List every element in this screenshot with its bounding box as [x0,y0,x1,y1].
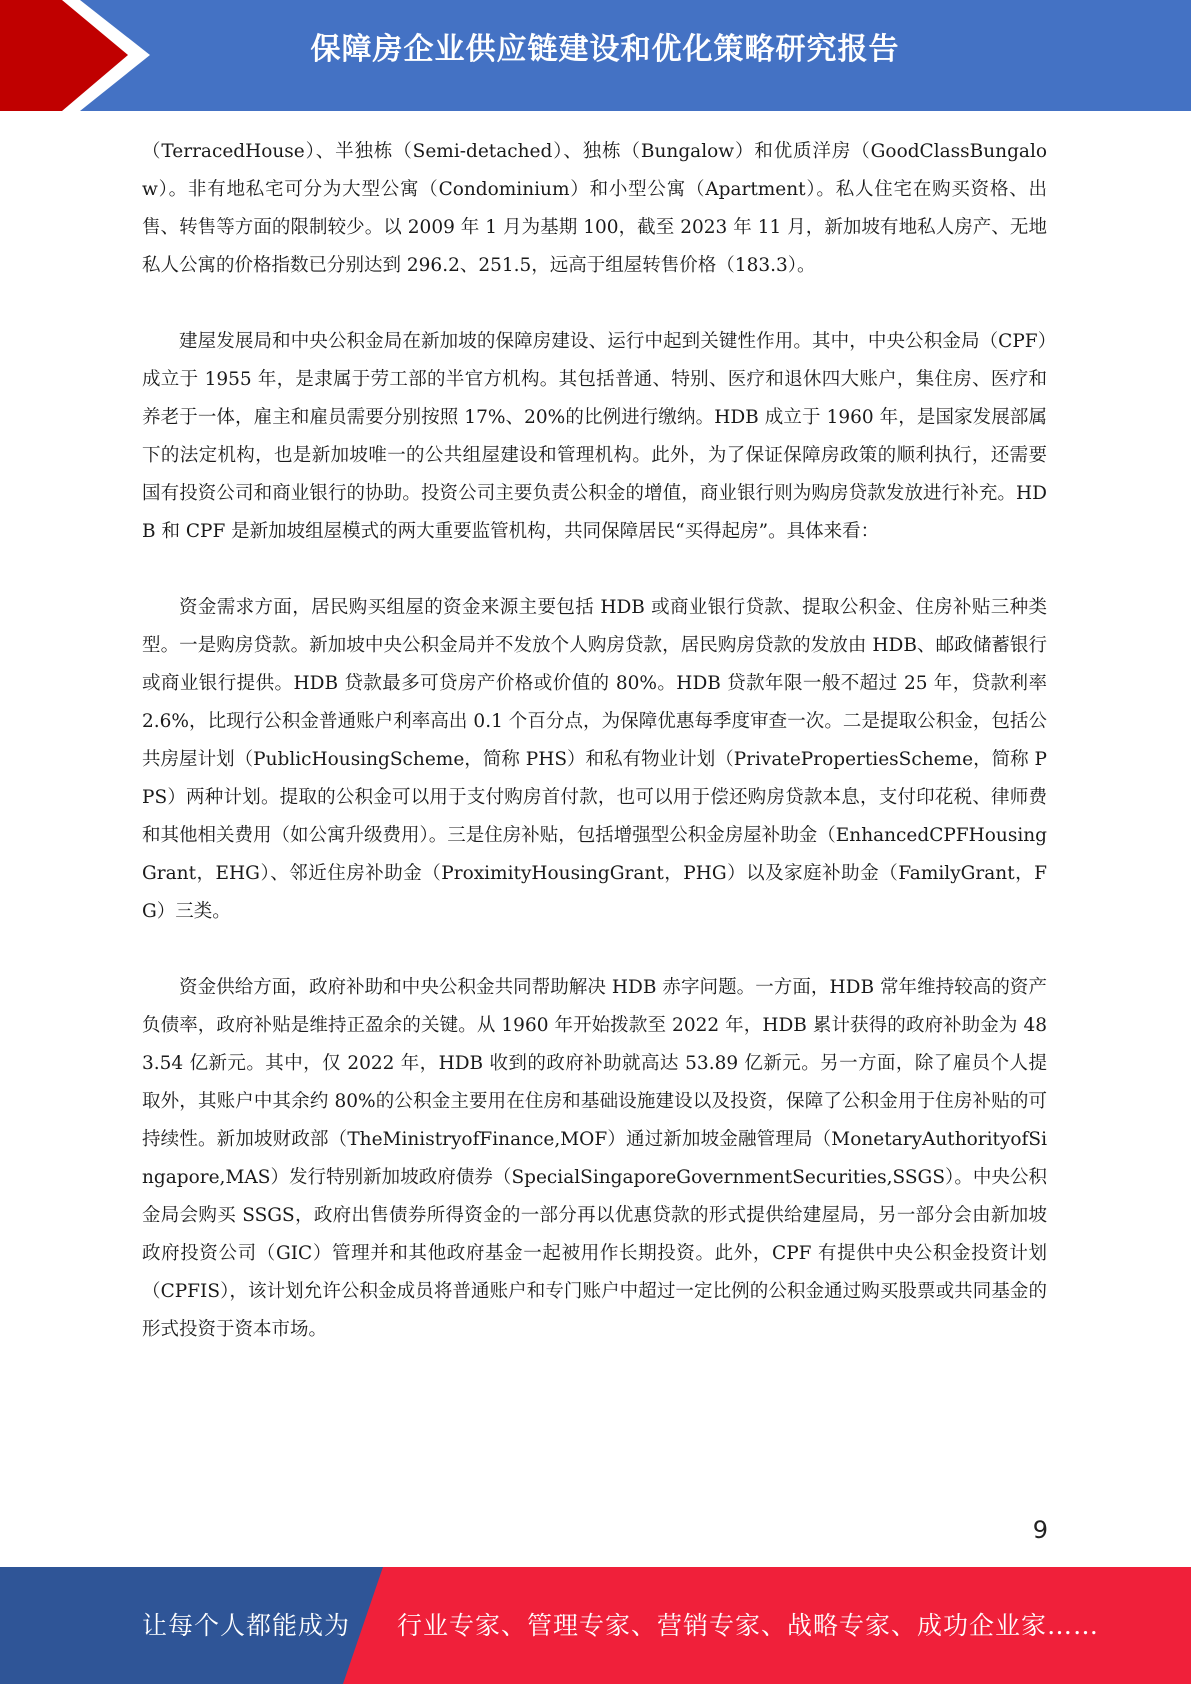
footer-slogan-left: 让每个人都能成为 [142,1611,351,1640]
paragraph-funding-demand: 资金需求方面，居民购买组屋的资金来源主要包括 HDB 或商业银行贷款、提取公积金、住房补贴三种类型。一是购房贷款。新加坡中央公积金局并不发放个人购房贷款，居民购房贷款的发放由 HDB、邮政储蓄银行或商业银行提供。HDB 贷款最多可贷房产价格或价值的 80%。HDB 贷款年限一般不超过 25 年，贷款利率 2.6%，比现行公积金普通账户利率高出 0.1 个百分点，为保障优惠每季度审查一次。二是提取公积金，包括公共房屋计划（PublicHousingScheme，简称 PHS）和私有物业计划（PrivatePropertiesScheme，简称 PPS）两种计划。提取的公积金可以用于支付购房首付款，也可以用于偿还购房贷款本息，支付印花税、律师费和其他相关费用（如公寓升级费用）。三是住房补贴，包括增强型公积金房屋补助金（EnhancedCPFHousingGrant，EHG）、邻近住房补助金（ProximityHousingGrant，PHG）以及家庭补助金（FamilyGrant，FG）三类。 [142,597,1047,922]
page-header [0,0,1191,111]
document-body [142,133,1047,1349]
page-footer [0,1567,1191,1684]
paragraph-funding-supply: 资金供给方面，政府补助和中央公积金共同帮助解决 HDB 赤字问题。一方面，HDB 常年维持较高的资产负债率，政府补贴是维持正盈余的关键。从 1960 年开始拨款至 2022 年，HDB 累计获得的政府补助金为 483.54 亿新元。其中，仅 2022 年，HDB 收到的政府补助就高达 53.89 亿新元。另一方面，除了雇员个人提取外，其账户中其余约 80%的公积金主要用在住房和基础设施建设以及投资，保障了公积金用于住房补贴的可持续性。新加坡财政部（TheMinistryofFinance,MOF）通过新加坡金融管理局（MonetaryAuthorityofSingapore,MAS）发行特别新加坡政府债券（SpecialSingaporeGovernmentSecurities,SSGS）。中央公积金局会购买 SSGS，政府出售债券所得资金的一部分再以优惠贷款的形式提供给建屋局，另一部分会由新加坡政府投资公司（GIC）管理并和其他政府基金一起被用作长期投资。此外，CPF 有提供中央公积金投资计划（CPFIS），该计划允许公积金成员将普通账户和专门账户中超过一定比例的公积金通过购买股票或共同基金的形式投资于资本市场。 [142,977,1047,1340]
paragraph-housing-types: （TerracedHouse）、半独栋（Semi-detached）、独栋（Bungalow）和优质洋房（GoodClassBungalow）。非有地私宅可分为大型公寓（Condominium）和小型公寓（Apartment）。私人住宅在购买资格、出售、转售等方面的限制较少。以 2009 年 1 月为基期 100，截至 2023 年 11 月，新加坡有地私人房产、无地私人公寓的价格指数已分别达到 296.2、251.5，远高于组屋转售价格（183.3）。 [142,141,1047,276]
page-number: 9 [1032,1516,1048,1544]
paragraph-institutions: 建屋发展局和中央公积金局在新加坡的保障房建设、运行中起到关键性作用。其中，中央公积金局（CPF）成立于 1955 年，是隶属于劳工部的半官方机构。其包括普通、特别、医疗和退休四大账户，集住房、医疗和养老于一体，雇主和雇员需要分别按照 17%、20%的比例进行缴纳。HDB 成立于 1960 年，是国家发展部属下的法定机构，也是新加坡唯一的公共组屋建设和管理机构。此外，为了保证保障房政策的顺利执行，还需要国有投资公司和商业银行的协助。投资公司主要负责公积金的增值，商业银行则为购房贷款发放进行补充。HDB 和 CPF 是新加坡组屋模式的两大重要监管机构，共同保障居民“买得起房”。具体来看： [142,331,1047,542]
footer-slogan-right: 行业专家、管理专家、营销专家、战略专家、成功企业家…… [397,1611,1100,1640]
report-title: 保障房企业供应链建设和优化策略研究报告 [310,32,900,67]
